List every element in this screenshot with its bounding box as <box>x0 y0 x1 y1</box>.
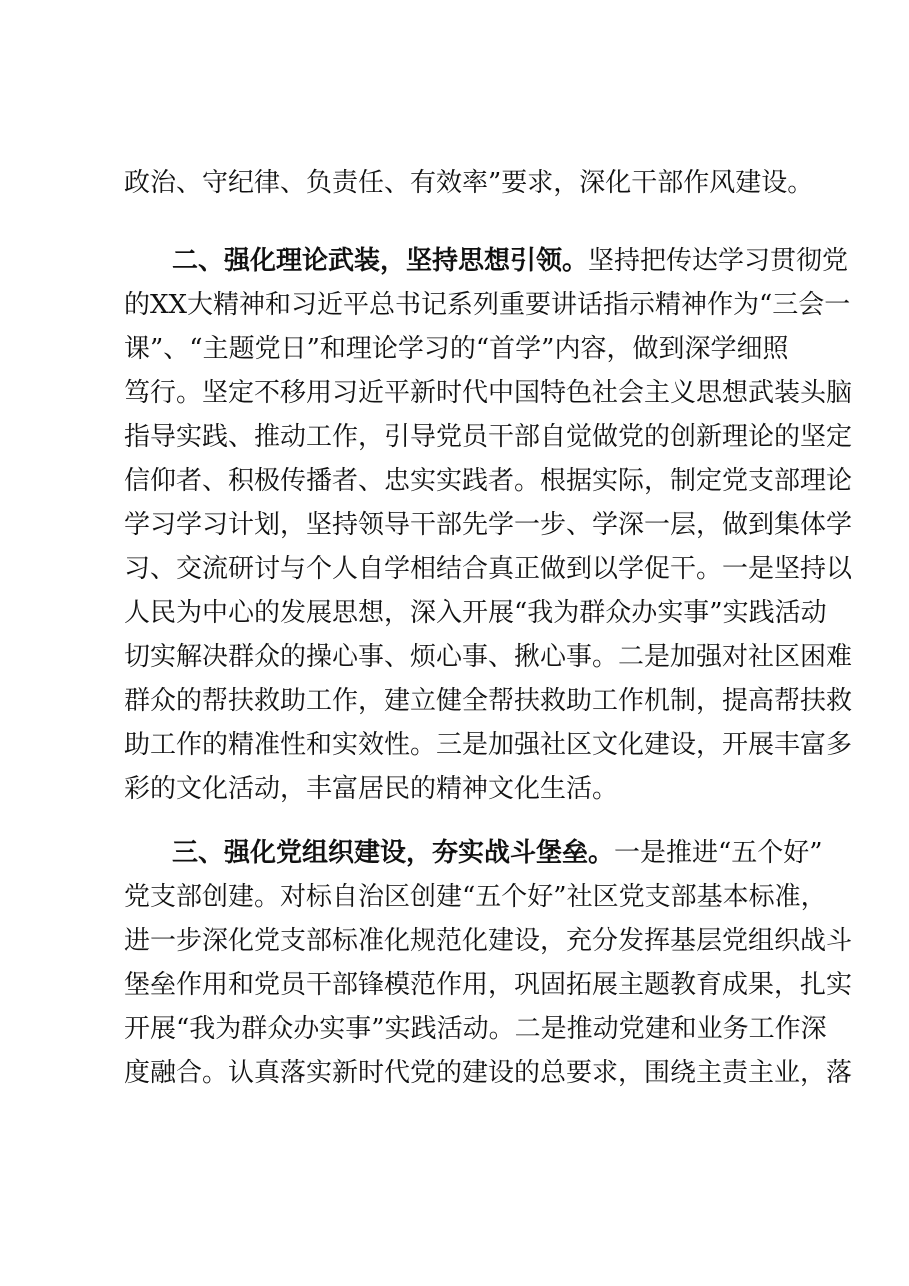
body-text-line: 开展“我为群众办实事”实践活动。二是推动党建和业务工作深 <box>124 1014 827 1044</box>
body-text: 坚持把传达学习贯彻党 <box>588 246 849 276</box>
body-text-line: 助工作的精准性和实效性。三是加强社区文化建设，开展丰富多 <box>124 730 853 760</box>
body-text-line: 群众的帮扶救助工作，建立健全帮扶救助工作机制，提高帮扶救 <box>124 686 853 716</box>
section-heading: 二、强化理论武装，坚持思想引领。 <box>172 246 589 276</box>
body-text-line: 信仰者、积极传播者、忠实实践者。根据实际，制定党支部理论 <box>124 466 853 496</box>
body-text: 一是推进“五个好” <box>614 838 823 868</box>
body-text-line: 学习学习计划，坚持领导干部先学一步、学深一层，做到集体学 <box>124 510 853 540</box>
paragraph-first-line <box>172 246 849 276</box>
body-text-line: 人民为中心的发展思想，深入开展“我为群众办实事”实践活动 <box>124 598 827 628</box>
paragraph-first-line <box>172 838 823 868</box>
body-text-line: 的XX大精神和习近平总书记系列重要讲话指示精神作为“三会一 <box>124 290 851 320</box>
body-text-line: 堡垒作用和党员干部锋模范作用，巩固拓展主题教育成果，扎实 <box>124 970 853 1000</box>
body-text-line: 习、交流研讨与个人自学相结合真正做到以学促干。一是坚持以 <box>124 554 853 584</box>
body-text-line: 党支部创建。对标自治区创建“五个好”社区党支部基本标准， <box>124 882 827 912</box>
body-text-line: 度融合。认真落实新时代党的建设的总要求，围绕主责主业，落 <box>124 1058 853 1088</box>
section-heading: 三、强化党组织建设，夯实战斗堡垒。 <box>172 838 615 868</box>
body-text-line: 政治、守纪律、负责任、有效率”要求，深化干部作风建设。 <box>124 168 814 198</box>
body-text-line: 彩的文化活动，丰富居民的精神文化生活。 <box>124 774 619 804</box>
body-text-line: 切实解决群众的操心事、烦心事、揪心事。二是加强对社区困难 <box>124 642 853 672</box>
body-text-line: 指导实践、推动工作，引导党员干部自觉做党的创新理论的坚定 <box>124 422 853 452</box>
body-text-line: 进一步深化党支部标准化规范化建设，充分发挥基层党组织战斗 <box>124 926 853 956</box>
body-text-line: 课”、“主题党日”和理论学习的“首学”内容，做到深学细照 <box>124 334 789 364</box>
body-text-line: 笃行。坚定不移用习近平新时代中国特色社会主义思想武装头脑 <box>124 378 853 408</box>
